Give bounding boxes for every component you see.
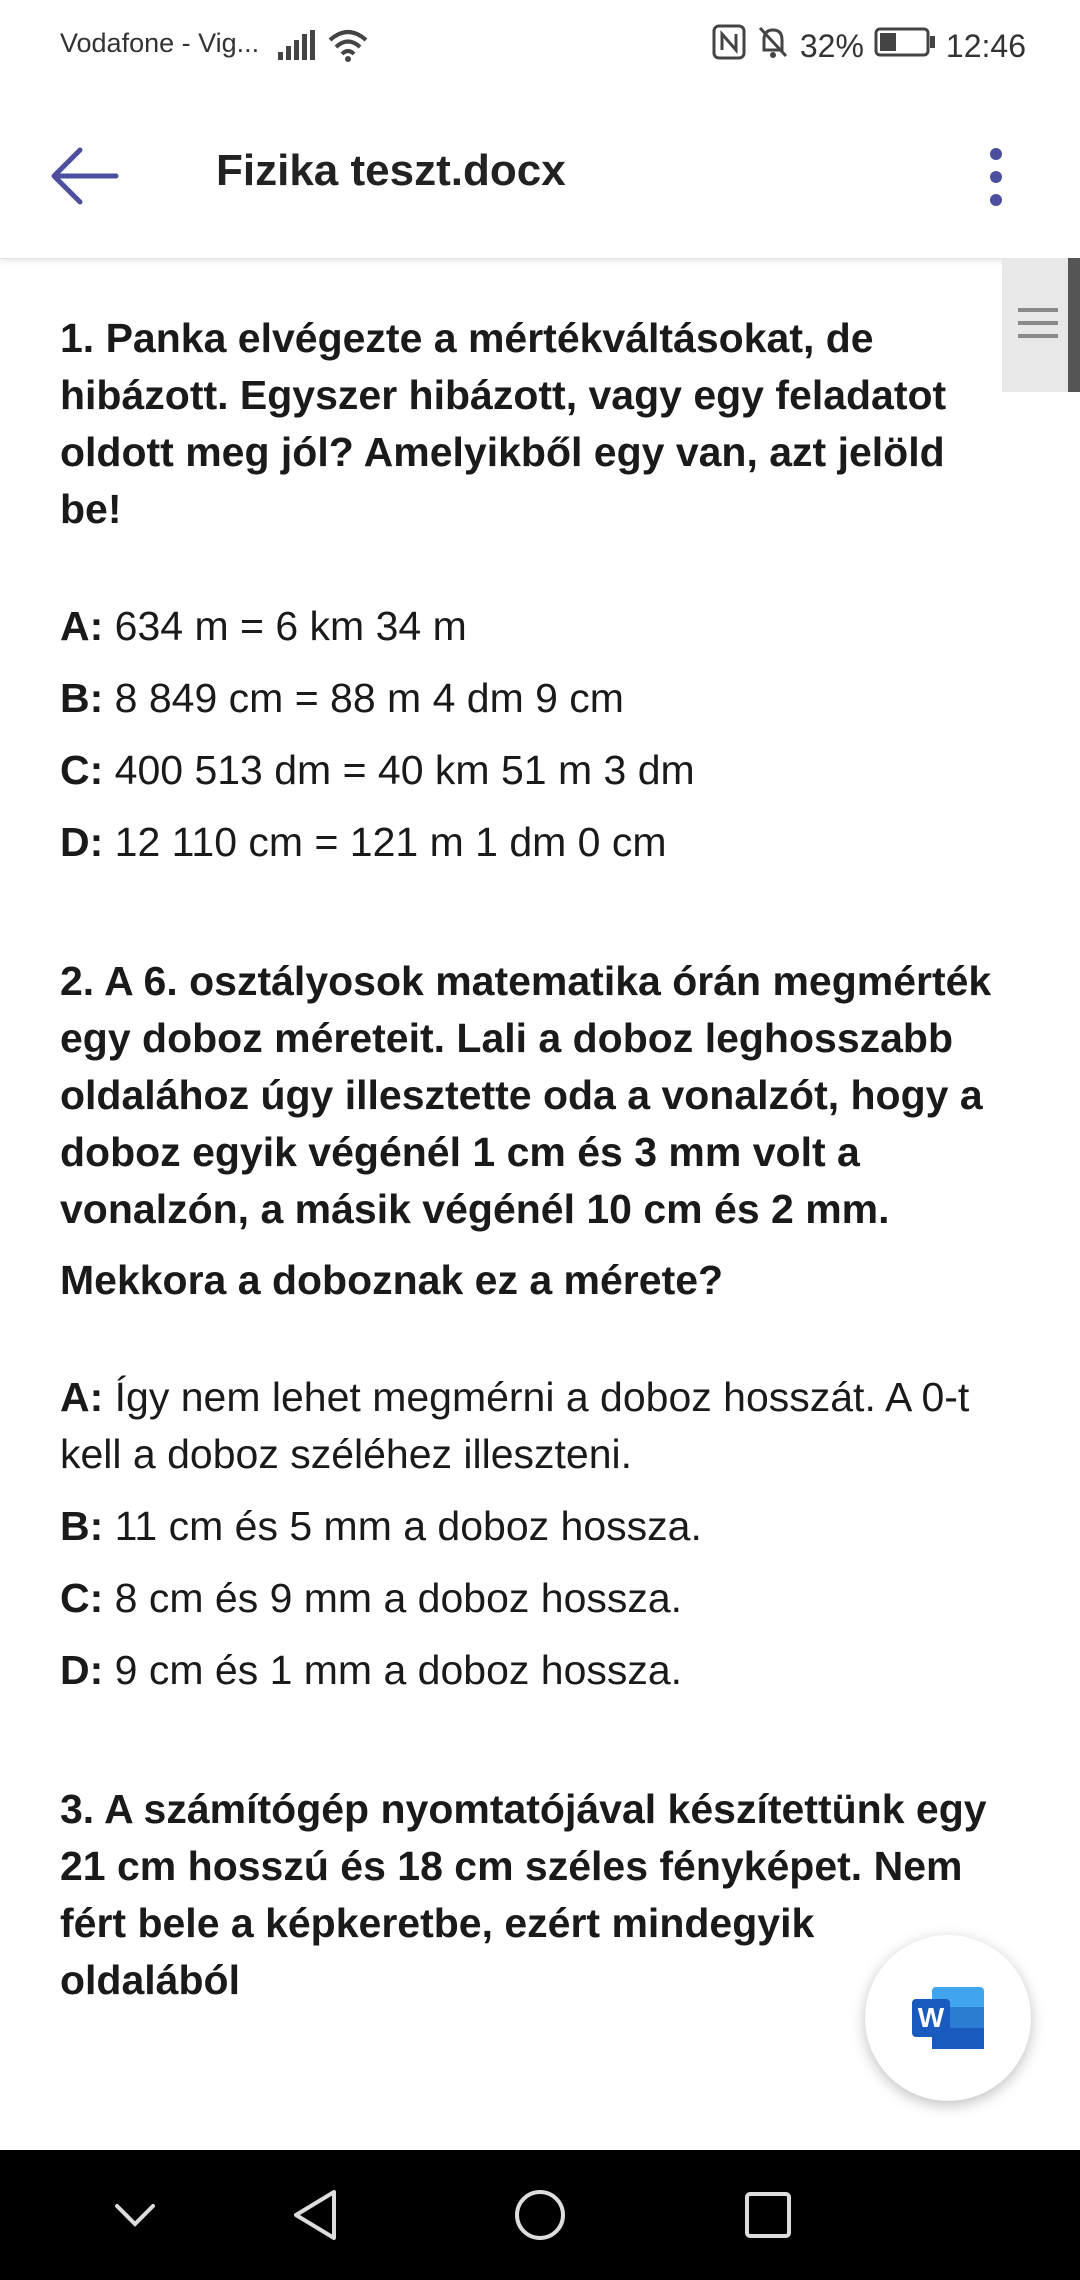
answer-1a: A: 634 m = 6 km 34 m xyxy=(60,603,467,649)
answer-1c: C: 400 513 dm = 40 km 51 m 3 dm xyxy=(60,747,695,793)
document-title: Fizika teszt.docx xyxy=(216,146,566,195)
battery-icon xyxy=(874,27,936,65)
wifi-icon xyxy=(328,28,368,67)
question-1-answers xyxy=(60,598,1000,871)
drag-handle-icon xyxy=(1018,308,1058,347)
navigation-bar xyxy=(0,2150,1080,2280)
word-letter: W xyxy=(917,2002,945,2033)
word-icon xyxy=(910,1985,986,2051)
back-nav-button[interactable] xyxy=(280,2150,350,2280)
more-vertical-icon xyxy=(976,142,1016,212)
question-2: 2. A 6. osztályosok matematika órán megmérték egy doboz méreteit. Lali a doboz leghosszabb oldalához úgy illesztette oda a vonalzót, hogy a doboz egyik végénél 1 cm és 3 mm volt a vonalzón, a másik végénél 10 cm és 2 mm. xyxy=(60,958,992,1232)
hide-nav-button[interactable] xyxy=(100,2150,170,2280)
back-button[interactable] xyxy=(46,140,122,212)
answer-2a: A: Így nem lehet megmérni a doboz hosszát. A 0-t kell a doboz széléhez illeszteni. xyxy=(60,1374,970,1477)
answer-2d: D: 9 cm és 1 mm a doboz hossza. xyxy=(60,1647,683,1693)
circle-home-icon xyxy=(513,2188,567,2242)
status-right xyxy=(712,22,1026,70)
question-1: 1. Panka elvégezte a mértékváltásokat, de hibázott. Egyszer hibázott, vagy egy feladatot oldott meg jól? Amelyikből egy van, azt jelöld be! xyxy=(60,315,947,532)
triangle-back-icon xyxy=(290,2188,340,2242)
mute-bell-icon xyxy=(756,24,790,68)
document-view[interactable] xyxy=(0,258,1080,2150)
status-bar xyxy=(0,0,1080,92)
question-2-answers xyxy=(60,1369,1000,1699)
back-arrow-icon xyxy=(46,140,122,212)
clock: 12:46 xyxy=(945,27,1026,64)
square-recents-icon xyxy=(743,2190,793,2240)
question-3: 3. A számítógép nyomtatójával készítettünk egy 21 cm hosszú és 18 cm széles fényképet. Nem fért bele a képkeretbe, ezért mindegyik oldalából xyxy=(60,1786,987,2003)
question-2-subtext: Mekkora a doboznak ez a mérete? xyxy=(60,1257,724,1303)
scrollbar-bar xyxy=(1068,258,1080,392)
carrier-name: Vodafone - Vig... xyxy=(60,28,260,58)
answer-2b: B: 11 cm és 5 mm a doboz hossza. xyxy=(60,1503,702,1549)
app-bar xyxy=(0,92,1080,259)
home-nav-button[interactable] xyxy=(505,2150,575,2280)
answer-2c: C: 8 cm és 9 mm a doboz hossza. xyxy=(60,1575,683,1621)
scrollbar-handle[interactable] xyxy=(1002,258,1080,392)
open-in-word-button[interactable] xyxy=(865,1935,1031,2101)
recents-nav-button[interactable] xyxy=(733,2150,803,2280)
more-options-button[interactable] xyxy=(976,142,1016,212)
signal-icon xyxy=(278,30,318,65)
answer-1d: D: 12 110 cm = 121 m 1 dm 0 cm xyxy=(60,819,667,865)
chevron-down-icon xyxy=(113,2200,157,2230)
battery-percent: 32% xyxy=(799,27,864,64)
answer-1b: B: 8 849 cm = 88 m 4 dm 9 cm xyxy=(60,675,624,721)
nfc-icon xyxy=(712,24,746,68)
